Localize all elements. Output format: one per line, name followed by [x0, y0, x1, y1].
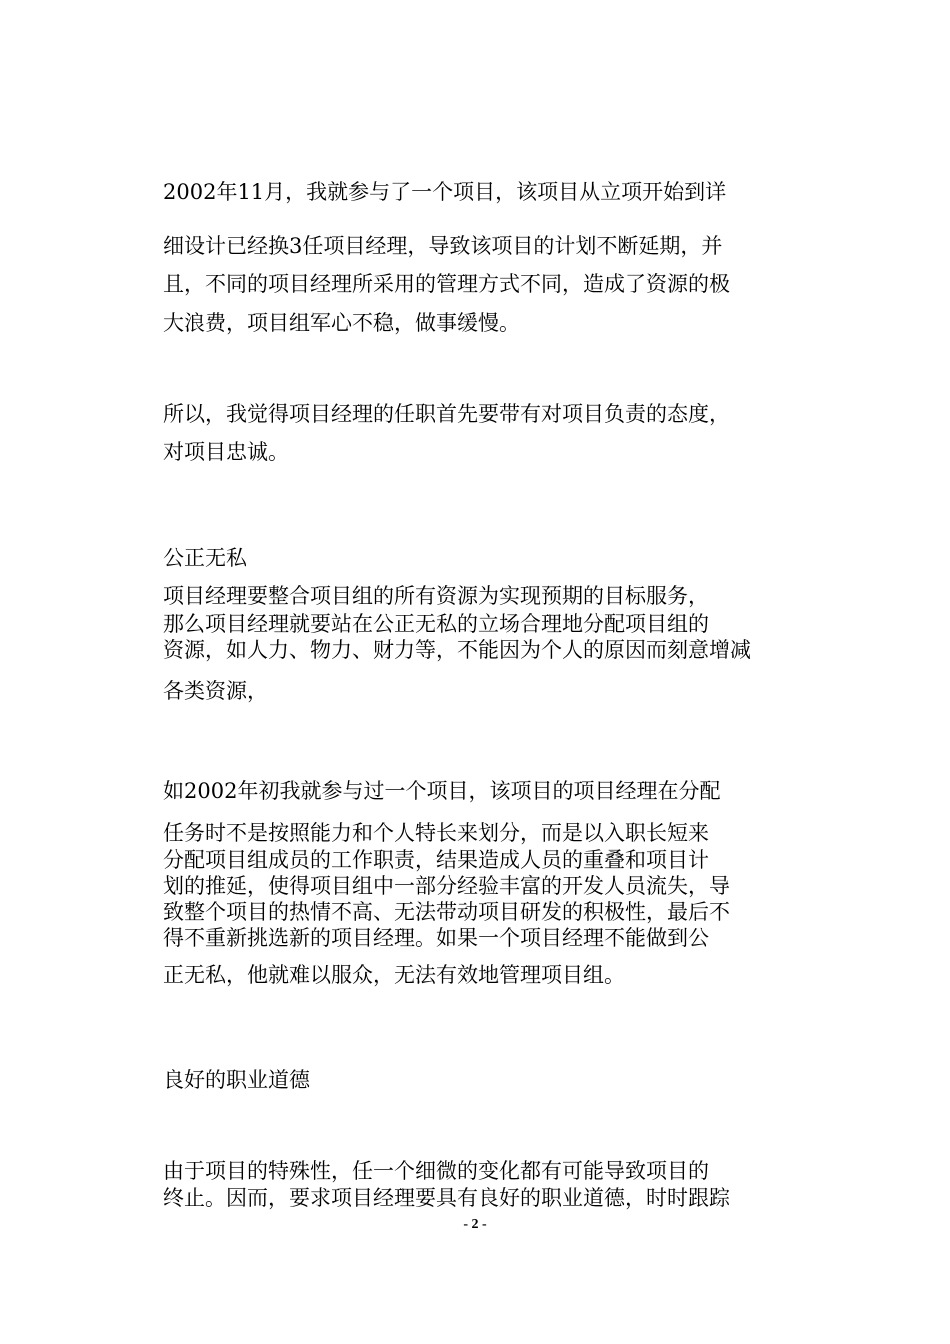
text-line: 细设计已经换3任项目经理，导致该项目的计划不断延期，并 — [163, 234, 723, 258]
text-line: 分配项目组成员的工作职责，结果造成人员的重叠和项目计 — [163, 848, 709, 872]
text-line: 各类资源， — [163, 679, 268, 703]
text-line: 任务时不是按照能力和个人特长来划分，而是以入职长短来 — [163, 821, 709, 845]
section-heading: 良好的职业道德 — [163, 1068, 310, 1092]
text-line: 对项目忠诚。 — [163, 440, 289, 464]
page-number: - 2 - — [463, 1217, 487, 1232]
text-line: 划的推延，使得项目组中一部分经验丰富的开发人员流失，导 — [163, 874, 730, 898]
text-line: 致整个项目的热情不高、无法带动项目研发的积极性，最后不 — [163, 900, 730, 924]
text-line: 资源，如人力、物力、财力等，不能因为个人的原因而刻意增减 — [163, 638, 751, 662]
text-line: 项目经理要整合项目组的所有资源为实现预期的目标服务， — [163, 584, 709, 608]
text-line: 2002年11月，我就参与了一个项目，该项目从立项开始到详 — [163, 180, 727, 204]
text-line: 如2002年初我就参与过一个项目，该项目的项目经理在分配 — [163, 779, 721, 803]
section-heading: 公正无私 — [163, 546, 247, 570]
text-line: 得不重新挑选新的项目经理。如果一个项目经理不能做到公 — [163, 926, 709, 950]
text-line: 所以，我觉得项目经理的任职首先要带有对项目负责的态度， — [163, 402, 730, 426]
text-line: 由于项目的特殊性，任一个细微的变化都有可能导致项目的 — [163, 1159, 709, 1183]
text-line: 正无私，他就难以服众，无法有效地管理项目组。 — [163, 963, 625, 987]
text-line: 且，不同的项目经理所采用的管理方式不同，造成了资源的极 — [163, 272, 730, 296]
text-line: 那么项目经理就要站在公正无私的立场合理地分配项目组的 — [163, 612, 709, 636]
text-line: 终止。因而，要求项目经理要具有良好的职业道德，时时跟踪 — [163, 1186, 730, 1210]
text-line: 大浪费，项目组军心不稳，做事缓慢。 — [163, 311, 520, 335]
